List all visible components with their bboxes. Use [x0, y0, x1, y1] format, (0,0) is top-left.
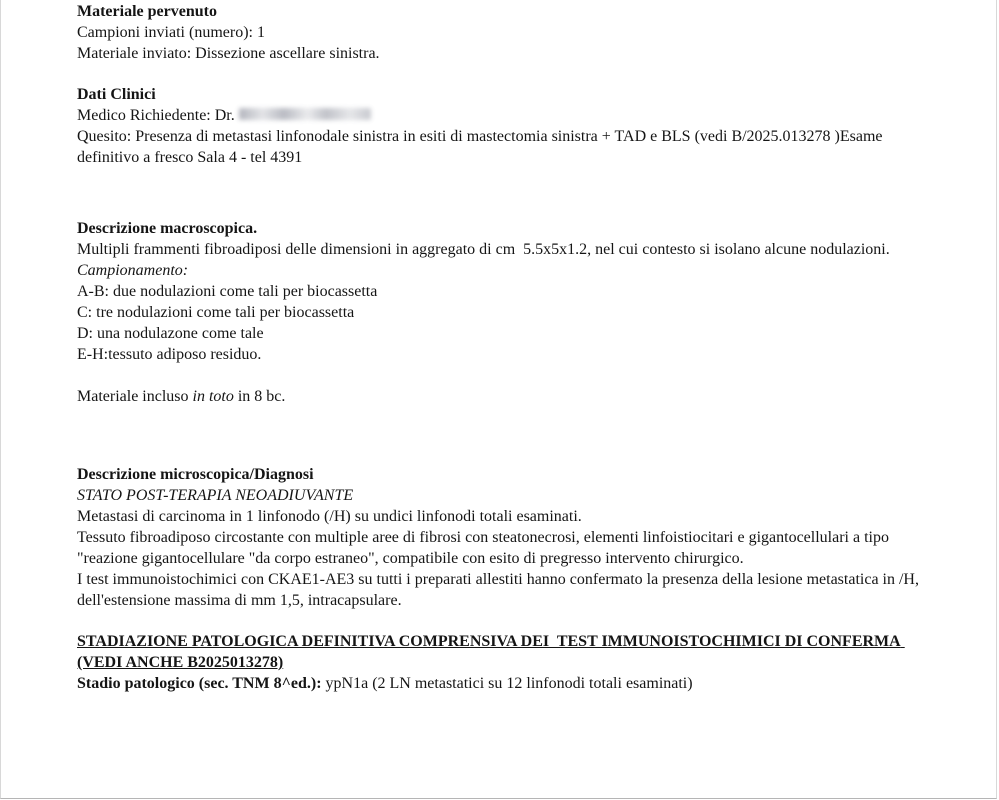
stadio-patologico-value: ypN1a (2 LN metastatici su 12 linfonodi totali esaminati): [321, 675, 693, 692]
materiale-incluso-line: [77, 386, 942, 407]
macro-descrizione-paragraph: Multipli frammenti fibroadiposi delle dimensioni in aggregato di cm 5.5x5x1.2, nel cui contesto si isolano alcune nodulazioni.: [77, 241, 890, 258]
materiale-inviato-line: Materiale inviato: Dissezione ascellare sinistra.: [77, 45, 380, 62]
report-body: [1, 0, 996, 694]
campionamento-item-eh: E-H:tessuto adiposo residuo.: [77, 346, 262, 363]
section-heading-dati-clinici: Dati Clinici: [77, 86, 156, 103]
diagnosi-paragraph-2: Tessuto fibroadiposo circostante con multiple aree di fibrosi con steatonecrosi, elementi linfoistiocitari e gigantocellulari a tipo "reazione gigantocellulare "da corpo estraneo", compatibile con esito di pregresso intervento chirurgico.: [77, 529, 893, 567]
section-heading-descrizione-microscopica: Descrizione microscopica/Diagnosi: [77, 466, 314, 483]
stato-post-terapia-line: STATO POST-TERAPIA NEOADIUVANTE: [77, 487, 354, 504]
diagnosi-paragraph-1: Metastasi di carcinoma in 1 linfonodo (/H) su undici linfonodi totali esaminati.: [77, 508, 582, 525]
section-heading-stadiazione: STADIAZIONE PATOLOGICA DEFINITIVA COMPRENSIVA DEI TEST IMMUNOISTOCHIMICI DI CONFERMA (VEDI ANCHE B2025013278): [77, 633, 905, 671]
section-heading-descrizione-macroscopica: Descrizione macroscopica.: [77, 220, 258, 237]
campionamento-label: Campionamento:: [77, 262, 189, 279]
campioni-inviati-line: Campioni inviati (numero): 1: [77, 24, 265, 41]
stadio-patologico-line: [77, 673, 942, 694]
materiale-incluso-suffix: in 8 bc.: [233, 388, 286, 405]
redacted-doctor-name: [239, 108, 371, 120]
stadio-patologico-label: Stadio patologico (sec. TNM 8^ed.):: [77, 675, 322, 692]
quesito-line: Quesito: Presenza di metastasi linfonodale sinistra in esiti di mastectomia sinistra + TAD e BLS (vedi B/2025.013278 )Esame definitivo a fresco Sala 4 - tel 4391: [77, 128, 887, 166]
medico-richiedente-label: Medico Richiedente: Dr.: [77, 107, 235, 124]
materiale-incluso-prefix: Materiale incluso: [77, 388, 193, 405]
section-heading-materiale-pervenuto: Materiale pervenuto: [77, 3, 217, 20]
campionamento-item-d: D: una nodulazone come tale: [77, 325, 264, 342]
campionamento-item-ab: A-B: due nodulazioni come tali per biocassetta: [77, 283, 378, 300]
medico-richiedente-line: [77, 105, 942, 126]
diagnosi-paragraph-3: I test immunoistochimici con CKAE1-AE3 su tutti i preparati allestiti hanno confermato la presenza della lesione metastatica in /H, dell'estensione massima di mm 1,5, intracapsulare.: [77, 571, 923, 609]
materiale-incluso-in-toto: in toto: [192, 388, 234, 405]
campionamento-item-c: C: tre nodulazioni come tali per biocassetta: [77, 304, 355, 321]
